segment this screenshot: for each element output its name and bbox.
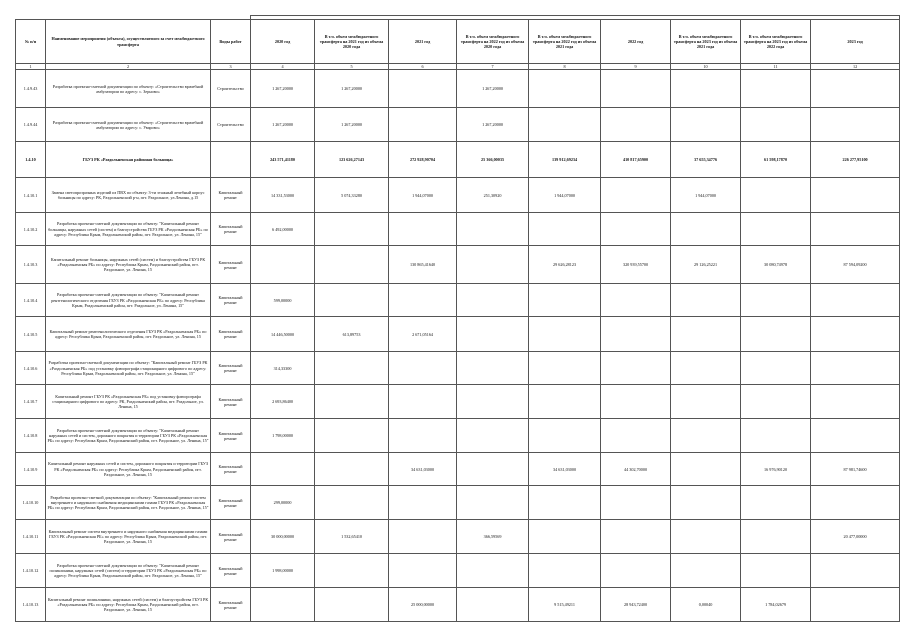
row-kind: Капитальный ремонт (211, 453, 251, 486)
row-number: 1.4.10.2 (16, 213, 46, 246)
row-2021 (389, 284, 457, 317)
row-col7: 366,59569 (457, 520, 529, 554)
header-col8: В т.ч. объем межбюджетного трансферта на 2022 год из объема 2021 года (529, 20, 601, 64)
row-number: 1.4.10.11 (16, 520, 46, 554)
row-col8: 1 944,07000 (529, 178, 601, 213)
colnum: 6 (389, 64, 457, 70)
row-2020: 14 331,53000 (251, 178, 315, 213)
row-col10 (671, 317, 741, 352)
row-2022 (601, 317, 671, 352)
table-row (16, 108, 900, 142)
row-number: 1.4.10 (16, 142, 46, 178)
row-col11 (741, 108, 811, 142)
row-kind: Строительство (211, 70, 251, 108)
row-kind: Капитальный ремонт (211, 284, 251, 317)
colnum: 3 (211, 64, 251, 70)
row-kind: Капитальный ремонт (211, 317, 251, 352)
row-col11 (741, 385, 811, 419)
row-2020 (251, 453, 315, 486)
row-kind: Капитальный ремонт (211, 419, 251, 453)
row-2021 (389, 419, 457, 453)
row-name: Разработка проектно-сметной документации по объекту: «Строительство врачебной амбулатории по адресу: с. Уварово» (46, 108, 211, 142)
row-col10 (671, 70, 741, 108)
row-2022 (601, 178, 671, 213)
row-2020: 14 446,50000 (251, 317, 315, 352)
table-row (16, 554, 900, 588)
row-col7 (457, 284, 529, 317)
row-col7: 1 267,20000 (457, 108, 529, 142)
row-col5 (315, 385, 389, 419)
row-col7 (457, 352, 529, 385)
row-col8 (529, 108, 601, 142)
row-col11 (741, 213, 811, 246)
table-row (16, 453, 900, 486)
header-col7: В т.ч. объем межбюджетного трансферта на 2022 год из объема 2020 года (457, 20, 529, 64)
row-2021 (389, 385, 457, 419)
row-kind: Капитальный ремонт (211, 213, 251, 246)
row-col10 (671, 385, 741, 419)
colnum: 8 (529, 64, 601, 70)
colnum: 9 (601, 64, 671, 70)
row-2020: 30 000,00000 (251, 520, 315, 554)
row-kind: Капитальный ремонт (211, 246, 251, 284)
row-col11: 61 598,17870 (741, 142, 811, 178)
header-2023: 2023 год (811, 20, 900, 64)
row-2023 (811, 486, 900, 520)
row-2021: 34 631,03000 (389, 453, 457, 486)
row-col10 (671, 419, 741, 453)
row-2021 (389, 486, 457, 520)
table-row (16, 419, 900, 453)
row-2020: 2 693,86400 (251, 385, 315, 419)
table-row (16, 588, 900, 622)
table-row (16, 352, 900, 385)
row-2023 (811, 70, 900, 108)
header-col10: В т.ч. объем межбюджетного трансферта на 2023 год из объема 2021 года (671, 20, 741, 64)
row-col8: 9 515,49211 (529, 588, 601, 622)
row-2020: 1 267,20000 (251, 108, 315, 142)
row-name: Разработка проектно-сметной документации по объекту: "Капитальный ремонт ГБУЗ РК «Раздольненская РБ» под установку флюорографа стационарного цифрового по адресу: Республика Крым, Раздольненский район, пгт. Раздольное, ул. Ленина, 15" (46, 352, 211, 385)
row-col10 (671, 520, 741, 554)
table-row (16, 520, 900, 554)
row-2023: 226 277,95100 (811, 142, 900, 178)
row-col5: 123 626,27143 (315, 142, 389, 178)
colnum: 4 (251, 64, 315, 70)
row-col5: 1 532,65410 (315, 520, 389, 554)
row-col10 (671, 352, 741, 385)
row-kind: Строительство (211, 108, 251, 142)
row-name: Капитальный ремонт ГБУЗ РК «Раздольненская РБ» под установку флюорографа стационарного цифрового по адресу: РК, Раздольненский район, пгт. Раздольное, ул. Ленина, 15 (46, 385, 211, 419)
row-col11: 16 976,90120 (741, 453, 811, 486)
row-col10: 37 655,34776 (671, 142, 741, 178)
header-kind: Виды работ (211, 20, 251, 64)
row-number: 1.4.10.6 (16, 352, 46, 385)
row-number: 1.4.10.4 (16, 284, 46, 317)
row-col10 (671, 108, 741, 142)
row-2022: 320 939,55700 (601, 246, 671, 284)
row-kind: Капитальный ремонт (211, 352, 251, 385)
row-2023 (811, 588, 900, 622)
row-col7 (457, 554, 529, 588)
row-2020: 1 798,00000 (251, 419, 315, 453)
row-kind: Капитальный ремонт (211, 486, 251, 520)
row-2023 (811, 284, 900, 317)
row-col7 (457, 317, 529, 352)
row-col5 (315, 554, 389, 588)
row-col11 (741, 486, 811, 520)
row-2021: 2 671,05164 (389, 317, 457, 352)
row-col7: 25 366,00035 (457, 142, 529, 178)
header-num: № п/п (16, 20, 46, 64)
table-row (16, 284, 900, 317)
row-2021 (389, 108, 457, 142)
row-col8 (529, 486, 601, 520)
row-name: Капитальный ремонт наружных сетей и систем, дорожного покрытия и территории ГБУЗ РК «Раздольненская РБ» по адресу: Республика Крым, Раздольненский район, пгт. Раздольное, ул. Ленина, 15 (46, 453, 211, 486)
row-2023 (811, 385, 900, 419)
row-col8: 34 631,03000 (529, 453, 601, 486)
row-2022 (601, 70, 671, 108)
row-2022 (601, 352, 671, 385)
table-row (16, 213, 900, 246)
row-name: ГБУЗ РК «Раздольненская районная больница» (46, 142, 211, 178)
row-col5: 1 267,20000 (315, 70, 389, 108)
row-2022 (601, 385, 671, 419)
colnum: 1 (16, 64, 46, 70)
row-col7 (457, 453, 529, 486)
row-2021 (389, 213, 457, 246)
row-col10 (671, 554, 741, 588)
row-col7 (457, 486, 529, 520)
row-col5 (315, 352, 389, 385)
row-2022 (601, 213, 671, 246)
table-row (16, 178, 900, 213)
row-col7 (457, 246, 529, 284)
row-col7 (457, 419, 529, 453)
row-name: Разработка проектно-сметной документации по объекту: "Капитальный ремонт рентгенологического отделения ГБУЗ РК «Раздольненская РБ» по адресу: Республика Крым, Раздольненский район, пгт. Раздольное, ул. Ленина, 15" (46, 284, 211, 317)
row-name: Разработка проектно-сметной документации по объекту: «Строительство врачебной амбулатории по адресу: с. Зерново» (46, 70, 211, 108)
row-kind: Капитальный ремонт (211, 520, 251, 554)
table-row (16, 385, 900, 419)
row-number: 1.4.10.7 (16, 385, 46, 419)
row-col5: 613,89753 (315, 317, 389, 352)
row-col11 (741, 352, 811, 385)
row-2020: 314,33300 (251, 352, 315, 385)
row-2022: 410 817,65900 (601, 142, 671, 178)
row-number: 1.4.10.8 (16, 419, 46, 453)
header-2022: 2022 год (601, 20, 671, 64)
row-col10 (671, 213, 741, 246)
row-col11: 1 784,02679 (741, 588, 811, 622)
row-col10 (671, 453, 741, 486)
row-2023 (811, 352, 900, 385)
row-col5: 5 074,33280 (315, 178, 389, 213)
colnum: 7 (457, 64, 529, 70)
row-name: Разработка проектно-сметной документации по объекту: "Капитальный ремонт наружных сетей и систем, дорожного покрытия и территории ГБУЗ РК «Раздольненская РБ» по адресу: Республика Крым, Раздольненский район, пгт. Раздольное, ул. Ленина, 15" (46, 419, 211, 453)
row-2020: 299,00000 (251, 486, 315, 520)
table-row (16, 246, 900, 284)
row-2023 (811, 178, 900, 213)
row-col5 (315, 246, 389, 284)
row-col11 (741, 419, 811, 453)
row-col11 (741, 70, 811, 108)
row-name: Капитальный ремонт поликлиники, наружных сетей (систем) и благоустройства ГБУЗ РК «Раздольненская РБ» по адресу: Республика Крым, Раздольненский район, пгт. Раздольное, ул. Ленина, 15 (46, 588, 211, 622)
row-kind: Капитальный ремонт (211, 588, 251, 622)
row-col7 (457, 588, 529, 622)
row-2022 (601, 284, 671, 317)
row-number: 1.4.10.5 (16, 317, 46, 352)
colnum: 2 (46, 64, 211, 70)
header-2021: 2021 год (389, 20, 457, 64)
row-2023: 87 594,09200 (811, 246, 900, 284)
row-col8: 139 912,69234 (529, 142, 601, 178)
row-col7 (457, 385, 529, 419)
colnum: 12 (811, 64, 900, 70)
row-name: Капитальный ремонт больницы, наружных сетей (систем) и благоустройства ГБУЗ РК «Раздольненская РБ» по адресу: Республика Крым, Раздольненский район, пгт. Раздольное, ул. Ленина, 15 (46, 246, 211, 284)
row-number: 1.4.10.1 (16, 178, 46, 213)
row-col10: 0,00040 (671, 588, 741, 622)
row-number: 1.4.9.43 (16, 70, 46, 108)
table-row (16, 486, 900, 520)
row-name: Капитальный ремонт рентгенологического отделения ГБУЗ РК «Раздольненская РБ» по адресу: Республика Крым, Раздольненский район, пгт. Раздольное, ул. Ленина, 15 (46, 317, 211, 352)
row-2020 (251, 246, 315, 284)
colnum: 5 (315, 64, 389, 70)
row-2021: 25 000,00000 (389, 588, 457, 622)
header-col5: В т.ч. объем межбюджетного трансферта на 2021 год из объема 2020 года (315, 20, 389, 64)
row-col5 (315, 419, 389, 453)
row-col7: 251,30920 (457, 178, 529, 213)
row-col8: 29 626,28123 (529, 246, 601, 284)
header-2020: 2020 год (251, 20, 315, 64)
row-col8 (529, 70, 601, 108)
row-2022: 44 302,70000 (601, 453, 671, 486)
row-2022 (601, 554, 671, 588)
row-col10 (671, 284, 741, 317)
row-2021 (389, 70, 457, 108)
row-2021: 130 865,41640 (389, 246, 457, 284)
row-kind: Капитальный ремонт (211, 554, 251, 588)
row-2020: 1 998,00000 (251, 554, 315, 588)
row-col5: 1 267,20000 (315, 108, 389, 142)
row-kind: Капитальный ремонт (211, 178, 251, 213)
row-name: Замена светопрозрачных изделий из ПВХ по объекту: 3-ти этажный лечебный корпус больницы по адресу: РК, Раздольненский р-н, пгт. Раздольное, ул.Ленина, д.15 (46, 178, 211, 213)
row-name: Разработка проектно-сметной документации по объекту: "Капитальный ремонт систем внутреннего и наружного снабжения медицинскими газами ГБУЗ РК «Раздольненская РБ» по адресу: Республика Крым, Раздольненский район, пгт. Раздольное, ул. Ленина, 15" (46, 486, 211, 520)
table-row (16, 70, 900, 108)
row-2023 (811, 317, 900, 352)
row-2023: 20 477,00000 (811, 520, 900, 554)
row-col8 (529, 520, 601, 554)
row-col8 (529, 385, 601, 419)
row-col8 (529, 419, 601, 453)
row-col10: 29 126,25221 (671, 246, 741, 284)
row-col11 (741, 317, 811, 352)
row-2023 (811, 419, 900, 453)
row-2020: 599,00000 (251, 284, 315, 317)
table-row (16, 142, 900, 178)
row-col10 (671, 486, 741, 520)
row-2022 (601, 520, 671, 554)
row-col8 (529, 284, 601, 317)
row-col8 (529, 554, 601, 588)
row-col11: 30 080,74978 (741, 246, 811, 284)
row-kind: Капитальный ремонт (211, 385, 251, 419)
row-col5 (315, 588, 389, 622)
row-2023 (811, 108, 900, 142)
row-col11 (741, 520, 811, 554)
row-2023 (811, 554, 900, 588)
row-2020: 6 492,00000 (251, 213, 315, 246)
row-col10: 1 944,07000 (671, 178, 741, 213)
row-number: 1.4.10.9 (16, 453, 46, 486)
row-number: 1.4.10.12 (16, 554, 46, 588)
row-2021 (389, 352, 457, 385)
row-2022 (601, 419, 671, 453)
row-number: 1.4.10.13 (16, 588, 46, 622)
row-2022 (601, 486, 671, 520)
row-2020 (251, 588, 315, 622)
row-col11 (741, 284, 811, 317)
row-col8 (529, 317, 601, 352)
row-col7: 1 267,20000 (457, 70, 529, 108)
row-2023: 87 981,74600 (811, 453, 900, 486)
row-col5 (315, 453, 389, 486)
row-number: 1.4.10.3 (16, 246, 46, 284)
colnum: 10 (671, 64, 741, 70)
row-name: Капитальный ремонт систем внутреннего и наружного снабжения медицинскими газами ГБУЗ РК «Раздольненская РБ» по адресу: Республика Крым, Раздольненский район, пгт. Раздольное, ул. Ленина, 15 (46, 520, 211, 554)
row-col7 (457, 213, 529, 246)
row-name: Разработка проектно-сметной документации по объекту: "Капитальный ремонт поликлиники, наружных сетей (систем) и территории ГБУЗ РК «Раздольненская РБ» по адресу: Республика Крым, Раздольненский район, пгт. Раздольное, ул. Ленина, 15" (46, 554, 211, 588)
row-col5 (315, 486, 389, 520)
row-col8 (529, 213, 601, 246)
header-col11: В т.ч. объем межбюджетного трансферта на 2023 год из объема 2022 года (741, 20, 811, 64)
row-name: Разработка проектно-сметной документации по объекту: "Капитальный ремонт больницы, наружных сетей (систем) и благоустройства ГБУЗ РК «Раздольненская РБ» по адресу: Республика Крым, Раздольненский район, пгт. Раздольное, ул. Ленина, 15" (46, 213, 211, 246)
row-2021: 1 944,07000 (389, 178, 457, 213)
row-number: 1.4.10.10 (16, 486, 46, 520)
row-2021 (389, 554, 457, 588)
row-2020: 1 267,20000 (251, 70, 315, 108)
row-col5 (315, 213, 389, 246)
row-2021: 272 928,90704 (389, 142, 457, 178)
row-kind (211, 142, 251, 178)
row-number: 1.4.9.44 (16, 108, 46, 142)
row-2020: 243 571,41180 (251, 142, 315, 178)
colnum: 11 (741, 64, 811, 70)
row-2021 (389, 520, 457, 554)
row-col5 (315, 284, 389, 317)
row-col8 (529, 352, 601, 385)
row-2022: 28 943,72400 (601, 588, 671, 622)
row-col11 (741, 178, 811, 213)
budget-table (15, 15, 900, 622)
row-2022 (601, 108, 671, 142)
row-col11 (741, 554, 811, 588)
header-row (16, 20, 900, 64)
table-row (16, 317, 900, 352)
row-2023 (811, 213, 900, 246)
header-name: Наименование мероприятия (объекта), осуществляемого за счет межбюджетного трансферта (46, 20, 211, 64)
